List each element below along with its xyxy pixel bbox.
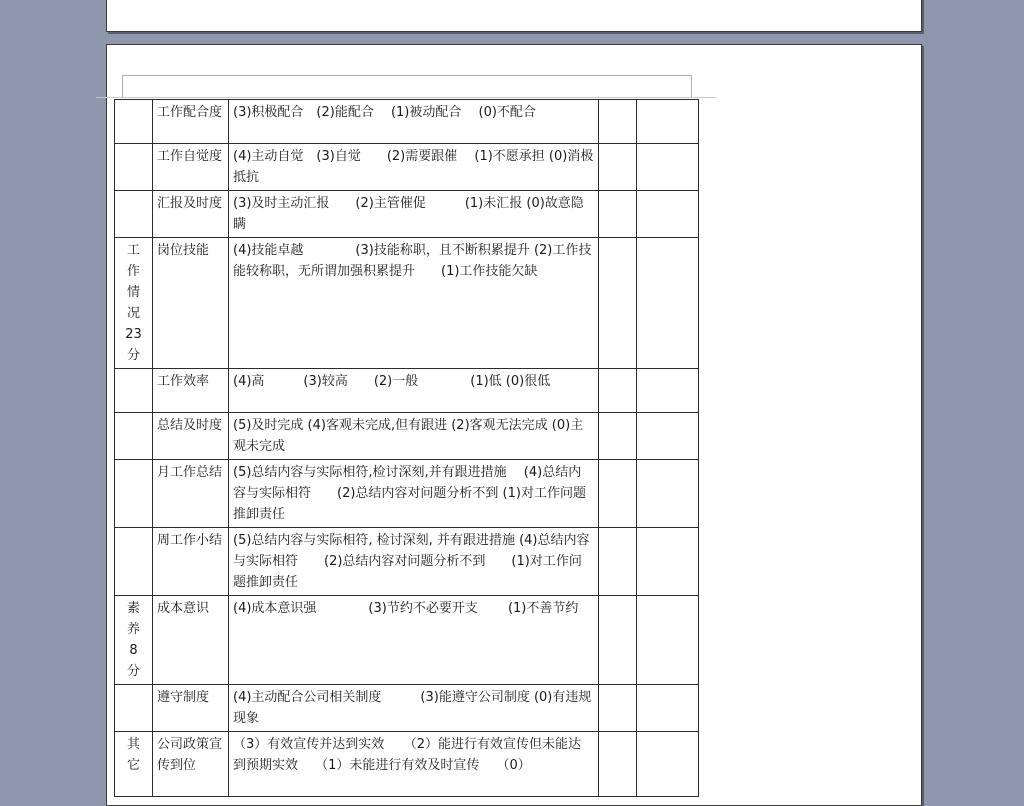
category-cell [115,413,153,460]
score-cell[interactable] [599,191,637,238]
criteria-cell: (5)及时完成 (4)客观未完成,但有跟进 (2)客观无法完成 (0)主观未完成 [229,413,599,460]
item-cell: 岗位技能 [153,238,229,369]
item-cell: 工作效率 [153,369,229,413]
table-row [115,191,699,238]
table-row [115,238,699,369]
remark-cell[interactable] [637,238,699,369]
table-row [115,100,699,144]
category-cell: 素养8分 [115,596,153,685]
criteria-cell: (5)总结内容与实际相符, 检讨深刻, 并有跟进措施 (4)总结内容与实际相符 (2)总结内容对问题分析不到 (1)对工作问题推卸责任 [229,528,599,596]
item-cell: 成本意识 [153,596,229,685]
table-row [115,732,699,797]
table-row [115,144,699,191]
remark-cell[interactable] [637,369,699,413]
category-cell: 工作情况23分 [115,238,153,369]
category-cell [115,144,153,191]
score-cell[interactable] [599,596,637,685]
remark-cell[interactable] [637,732,699,797]
item-cell: 汇报及时度 [153,191,229,238]
criteria-cell: (4)高 (3)较高 (2)一般 (1)低 (0)很低 [229,369,599,413]
criteria-cell: （3）有效宣传并达到实效 （2）能进行有效宣传但未能达到预期实效 （1）未能进行有效及时宣传 （0） [229,732,599,797]
header-rule [96,97,716,98]
page-header-area [122,75,692,98]
item-cell: 总结及时度 [153,413,229,460]
table-row [115,596,699,685]
item-cell: 工作配合度 [153,100,229,144]
remark-cell[interactable] [637,596,699,685]
remark-cell[interactable] [637,100,699,144]
item-cell: 公司政策宣传到位 [153,732,229,797]
score-cell[interactable] [599,144,637,191]
remark-cell[interactable] [637,144,699,191]
category-cell [115,528,153,596]
item-cell: 周工作小结 [153,528,229,596]
evaluation-table [114,99,699,797]
remark-cell[interactable] [637,413,699,460]
criteria-cell: (4)技能卓越 (3)技能称职，且不断积累提升 (2)工作技能较称职，无所谓加强积累提升 (1)工作技能欠缺 [229,238,599,369]
table-row [115,369,699,413]
criteria-cell: (3)及时主动汇报 (2)主管催促 (1)未汇报 (0)故意隐瞒 [229,191,599,238]
criteria-cell: (4)成本意识强 (3)节约不必要开支 (1)不善节约 [229,596,599,685]
category-cell [115,191,153,238]
previous-page [106,0,922,32]
remark-cell[interactable] [637,191,699,238]
remark-cell[interactable] [637,460,699,528]
remark-cell[interactable] [637,685,699,732]
category-cell [115,369,153,413]
criteria-cell: (4)主动配合公司相关制度 (3)能遵守公司制度 (0)有违规现象 [229,685,599,732]
score-cell[interactable] [599,460,637,528]
criteria-cell: (3)积极配合 (2)能配合 (1)被动配合 (0)不配合 [229,100,599,144]
score-cell[interactable] [599,100,637,144]
remark-cell[interactable] [637,528,699,596]
item-cell: 遵守制度 [153,685,229,732]
score-cell[interactable] [599,369,637,413]
score-cell[interactable] [599,413,637,460]
score-cell[interactable] [599,238,637,369]
item-cell: 月工作总结 [153,460,229,528]
criteria-cell: (4)主动自觉 (3)自觉 (2)需要跟催 (1)不愿承担 (0)消极抵抗 [229,144,599,191]
table-row [115,528,699,596]
table-row [115,413,699,460]
item-cell: 工作自觉度 [153,144,229,191]
score-cell[interactable] [599,732,637,797]
table-row [115,685,699,732]
category-cell [115,100,153,144]
table-row [115,460,699,528]
score-cell[interactable] [599,685,637,732]
score-cell[interactable] [599,528,637,596]
criteria-cell: (5)总结内容与实际相符,检讨深刻,并有跟进措施 (4)总结内容与实际相符 (2)总结内容对问题分析不到 (1)对工作问题推卸责任 [229,460,599,528]
category-cell [115,460,153,528]
category-cell: 其它 [115,732,153,797]
category-cell [115,685,153,732]
